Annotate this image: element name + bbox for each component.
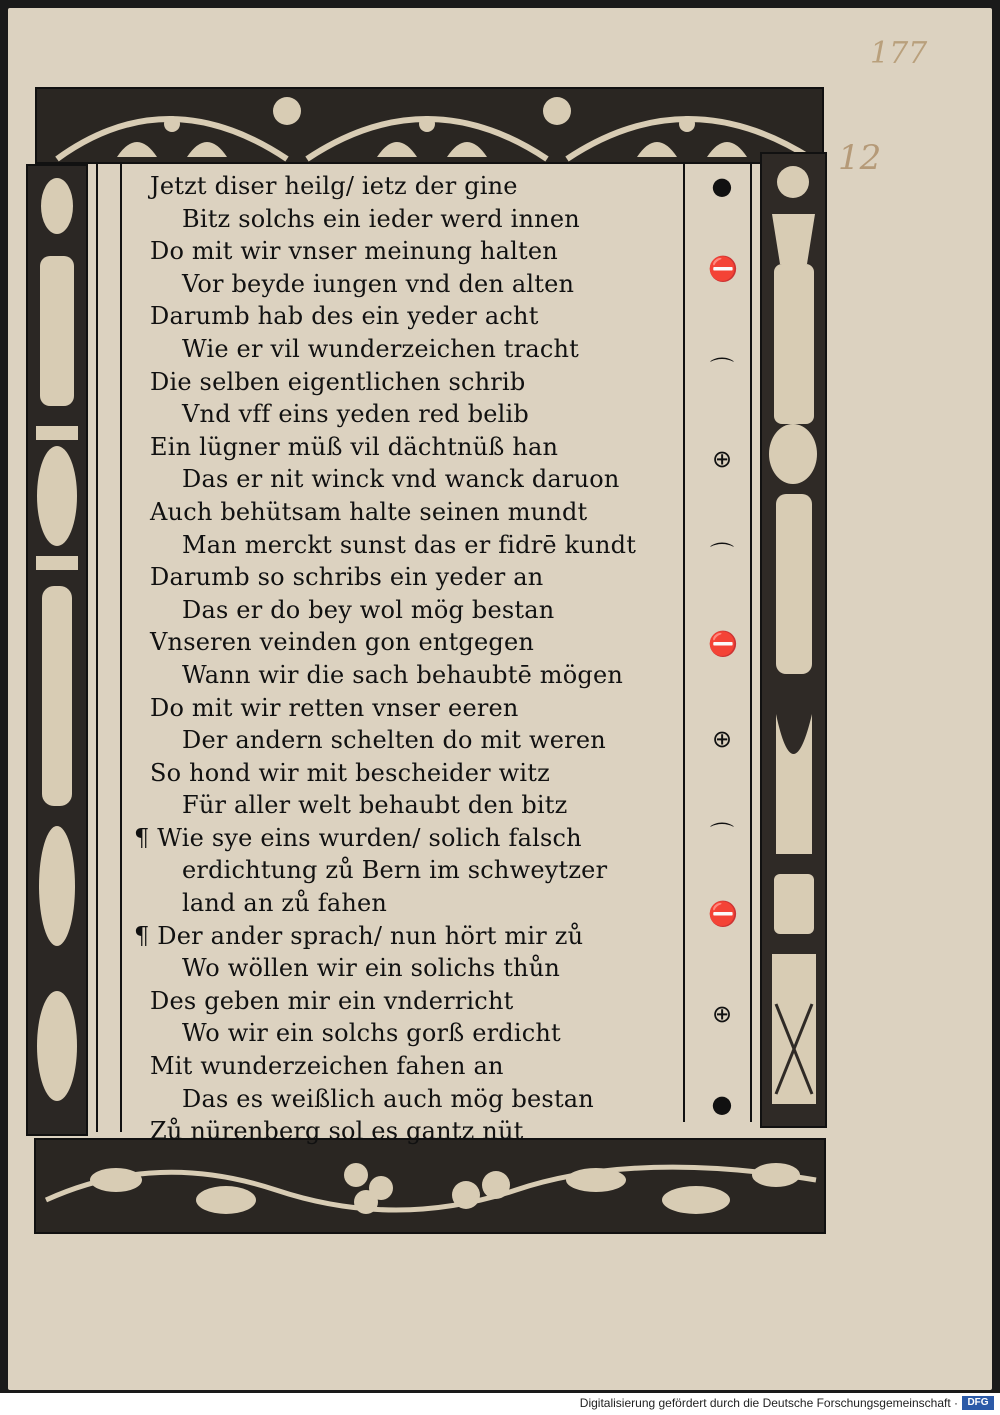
verse-line: Wann wir die sach behaubtē mögen — [182, 660, 624, 689]
margin-sign-icon: ⊕ — [711, 1000, 733, 1028]
verse-line: Der andern schelten do mit weren — [182, 726, 606, 755]
margin-sign-icon: ⌒ — [710, 356, 734, 384]
margin-sign-icon: ● — [711, 1090, 733, 1118]
verse-line: Das es weißlich auch mög bestan — [182, 1084, 594, 1113]
verse-line: land an zů fahen — [182, 889, 388, 918]
section-heading-line: ¶ Wie sye eins wurden/ solich falsch — [134, 823, 582, 852]
verse-line: Wo wir ein solchs gorß erdicht — [182, 1019, 561, 1048]
frame-rule-left-outer — [96, 162, 98, 1132]
ornament-column-right — [762, 154, 825, 1126]
verse-line: Darumb so schribs ein yeder an — [150, 563, 544, 592]
verse-line: Jetzt diser heilg/ ietz der gine — [150, 172, 518, 200]
woodcut-border-top — [35, 87, 824, 164]
verse-line: Des geben mir ein vnderricht — [150, 986, 514, 1015]
margin-sign-icon: ⛔ — [708, 630, 738, 658]
dfg-logo: DFG — [962, 1396, 994, 1410]
verse-line: Man merckt sunst das er fidrē kundt — [182, 530, 637, 559]
margin-sign-icon: ⛔ — [708, 255, 738, 283]
verse-line: Für aller welt behaubt den bitz — [182, 791, 568, 820]
verse-line: So hond wir mit bescheider witz — [150, 758, 550, 787]
woodcut-border-left — [26, 164, 88, 1136]
verse-line: Mit wunderzeichen fahen an — [150, 1052, 504, 1081]
margin-sign-icon: ⌒ — [710, 541, 734, 569]
verse-line: Vor beyde iungen vnd den alten — [182, 269, 575, 298]
woodcut-border-right — [760, 152, 827, 1128]
margin-sign-icon: ⊕ — [711, 725, 733, 753]
footer-credit: Digitalisierung gefördert durch die Deutsche Forschungsgemeinschaft · — [579, 1396, 958, 1410]
verse-line: Die selben eigentlichen schrib — [150, 367, 526, 396]
poem-text — [134, 170, 680, 1148]
digitization-footer — [0, 1393, 1000, 1415]
verse-line: Vnd vff eins yeden red belib — [182, 400, 529, 429]
frame-rule-left-inner — [120, 162, 122, 1132]
verse-line: Darumb hab des ein yeder acht — [150, 302, 539, 331]
section-heading-line: ¶ Der ander sprach/ nun hört mir zů — [134, 921, 584, 950]
margin-sign-icon: ⊕ — [711, 445, 733, 473]
verse-line: Wie er vil wunderzeichen tracht — [182, 334, 579, 363]
verse-line: Zů nürenberg sol es gantz nüt — [150, 1117, 524, 1146]
margin-sign-icon: ● — [711, 172, 733, 200]
verse-line: Auch behütsam halte seinen mundt — [150, 497, 588, 526]
verse-line: Das er do bey wol mög bestan — [182, 595, 555, 624]
verse-line: Ein lügner müß vil dächtnüß han — [150, 432, 559, 461]
ornament-column-left — [28, 166, 86, 1134]
folio-number: 177 — [870, 36, 928, 71]
ornament-arches — [37, 89, 822, 162]
margin-sign-icon: ⌒ — [710, 821, 734, 849]
verse-line: Wo wöllen wir ein solichs thůn — [182, 954, 561, 983]
verse-line: Vnseren veinden gon entgegen — [150, 628, 535, 657]
margin-sign-icon: ⛔ — [708, 900, 738, 928]
verse-line: Das er nit winck vnd wanck daruon — [182, 465, 620, 494]
ornament-vine-bottom — [36, 1140, 824, 1232]
manuscript-number: 12 — [838, 138, 882, 178]
verse-line: Do mit wir vnser meinung halten — [150, 237, 558, 266]
frame-rule-right-outer — [750, 162, 752, 1122]
verse-line: Do mit wir retten vnser eeren — [150, 693, 519, 722]
woodcut-border-bottom — [34, 1138, 826, 1234]
verse-line: erdichtung zů Bern im schweytzer — [182, 856, 608, 885]
frame-rule-right-inner — [683, 162, 685, 1122]
verse-line: Bitz solchs ein ieder werd innen — [182, 204, 580, 233]
